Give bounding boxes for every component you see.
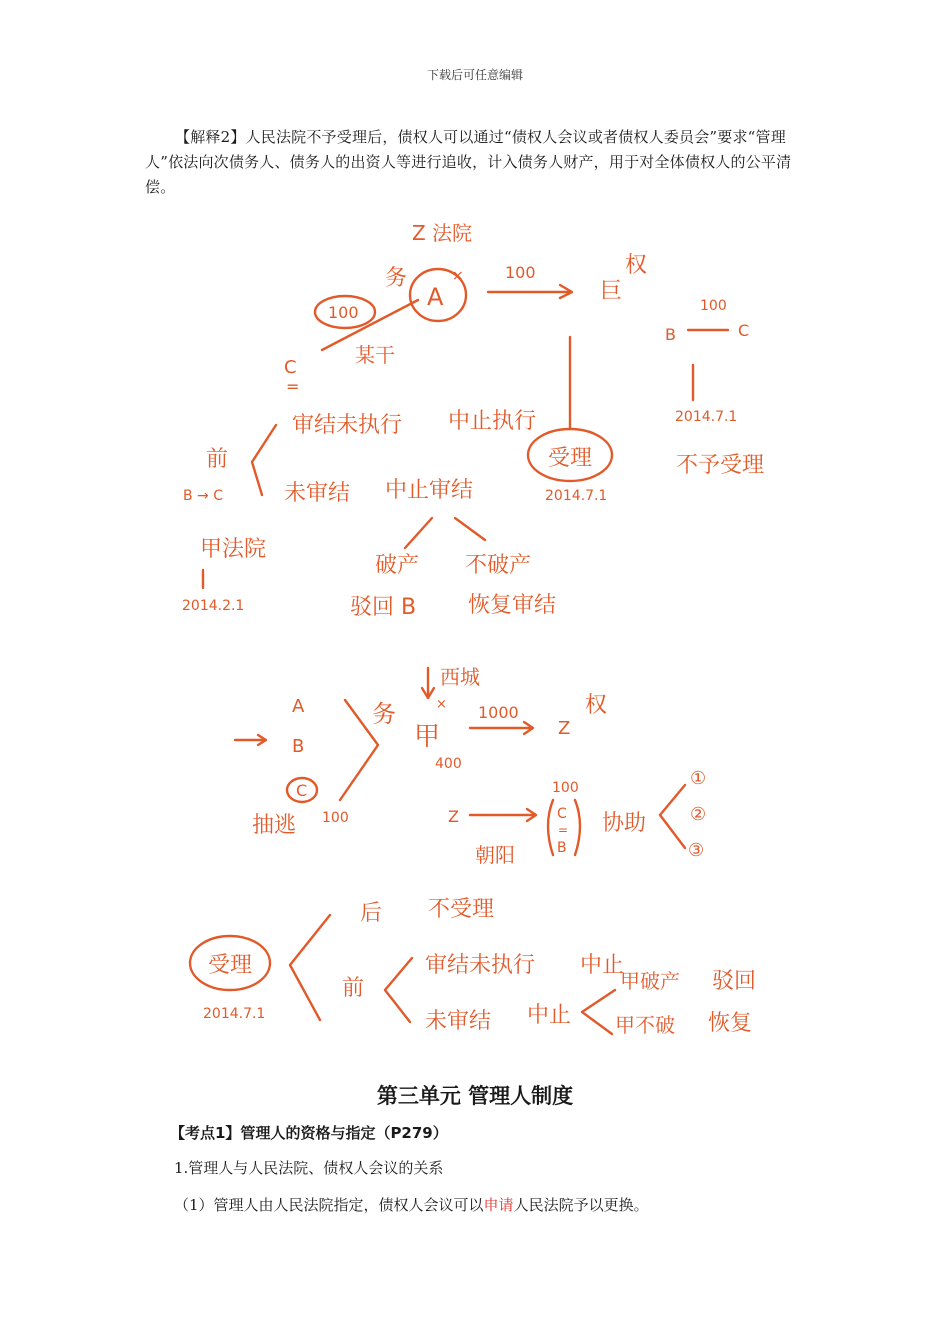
sk3-jia-bankrupt: 甲破产 <box>620 969 680 993</box>
sk3-resume: 恢复 <box>708 1011 753 1036</box>
sk2-right-label: 权 <box>585 693 608 718</box>
sk2-jia: 甲 <box>414 722 441 752</box>
sk2-cb-paren-right <box>575 800 580 855</box>
sk2-cb-eq: = <box>558 823 569 837</box>
sk1-b-arrow-c: B → C <box>183 488 224 504</box>
list-item-1: 1.管理人与人民法院、债权人会议的关系 <box>174 1159 444 1177</box>
sk2-cb-b: B <box>557 840 567 856</box>
sk1-accept: 受理 <box>548 446 593 471</box>
sk2-opt3: ③ <box>688 840 705 861</box>
sk2-b: B <box>292 736 305 757</box>
sk2-escape: 抽逃 <box>252 813 297 838</box>
sk1-right-label: 权 <box>625 253 648 278</box>
sk3-reject: 驳回 <box>712 969 757 994</box>
sk1-bankrupt: 破产 <box>375 553 420 578</box>
sk2-c: C <box>296 781 308 800</box>
sk3-brace-before <box>385 958 412 1022</box>
sk3-brace-suspend <box>582 990 615 1034</box>
sk2-west-city: 西城 <box>440 665 480 689</box>
sk3-not-accept: 不受理 <box>428 897 495 922</box>
sk3-trial-exec: 审结未执行 <box>425 953 536 978</box>
sk1-e-mark: 巨 <box>600 279 623 304</box>
sk2-cb-paren-left <box>548 800 553 855</box>
sk2-x-mark: × <box>436 697 447 712</box>
section-title: 第三单元 管理人制度 <box>376 1084 574 1108</box>
list-item-2 <box>174 1194 649 1215</box>
sk2-assist: 协助 <box>602 811 647 836</box>
sk1-date-left: 2014.2.1 <box>182 598 245 614</box>
sk3-after: 后 <box>360 901 383 926</box>
sk1-a: A <box>427 283 444 311</box>
sk3-not-tried: 未审结 <box>425 1009 492 1034</box>
sk1-x-mark: × <box>452 268 464 284</box>
sk1-resume-trial: 恢复审结 <box>468 593 557 618</box>
sk2-amount-1000: 1000 <box>478 703 519 722</box>
sk2-opt1: ① <box>690 768 707 789</box>
sk1-date-right: 2014.7.1 <box>675 409 738 425</box>
sk1-c-right: C <box>738 321 750 340</box>
sk1-jia-court: 甲法院 <box>200 537 267 562</box>
sk1-fork-left <box>405 518 432 548</box>
page-header: 下载后可任意编辑 <box>426 68 523 82</box>
sk3-suspend1: 中止 <box>580 953 625 978</box>
sk3-before: 前 <box>342 976 365 1001</box>
sk2-cb-c: C <box>557 806 567 822</box>
sk1-b: B <box>665 325 676 344</box>
sk2-chaoyang: 朝阳 <box>475 843 515 867</box>
sk1-not-tried: 未审结 <box>284 481 351 506</box>
sk1-not-bankrupt: 不破产 <box>465 553 532 578</box>
sk1-not-accept: 不予受理 <box>676 453 765 478</box>
sk3-jia-not-bankrupt: 甲不破 <box>615 1013 675 1037</box>
sk1-reject-b: 驳回 B <box>350 595 417 620</box>
sk1-bc-top: 100 <box>700 298 727 314</box>
sk1-debt-label: 务 <box>385 266 408 291</box>
sk3-brace-main <box>290 915 330 1020</box>
sk3-accept-date: 2014.7.1 <box>203 1006 266 1022</box>
kaodian-heading: 【考点1】管理人的资格与指定（P279） <box>170 1124 448 1142</box>
sk2-amount-400: 400 <box>435 756 462 772</box>
sk2-amount-100: 100 <box>322 810 349 826</box>
sk1-eq: = <box>286 377 300 396</box>
sk3-accept: 受理 <box>208 953 253 978</box>
sk1-suspend-trial: 中止审结 <box>385 478 474 503</box>
sk2-options-brace <box>660 785 685 848</box>
sk1-owe-label: 某干 <box>355 343 395 367</box>
sk2-amount-100b: 100 <box>552 780 579 796</box>
explanation-paragraph: 【解释2】人民法院不予受理后，债权人可以通过“债权人会议或者债权人委员会”要求“管理人”依法向次债务人、债务人的出资人等进行追收，计入债务人财产，用于对全体债权人的公平清偿。 <box>145 128 792 196</box>
sk1-circled-100: 100 <box>328 303 359 322</box>
list-item-2-highlight: 申请 <box>483 1196 514 1214</box>
sk2-opt2: ② <box>690 804 707 825</box>
sk1-before-brace <box>252 425 276 495</box>
sk3-suspend2: 中止 <box>527 1003 572 1028</box>
sk1-accept-date: 2014.7.1 <box>545 488 608 504</box>
sk2-z: Z <box>558 718 571 739</box>
list-item-2-post: 人民法院予以更换。 <box>513 1196 649 1214</box>
sk2-a: A <box>292 696 305 717</box>
sk1-trial-exec: 审结未执行 <box>292 413 403 438</box>
sk1-court: Z 法院 <box>412 221 473 245</box>
sk2-z-bottom: Z <box>448 807 459 826</box>
sk1-before: 前 <box>206 447 229 472</box>
sk1-fork-right <box>455 518 485 540</box>
sk1-amount-100: 100 <box>505 263 536 282</box>
list-item-2-pre: （1）管理人由人民法院指定，债权人会议可以 <box>174 1196 484 1214</box>
sk2-debt-label: 务 <box>372 700 396 728</box>
sk1-suspend-exec: 中止执行 <box>448 409 537 434</box>
sk1-c: C <box>284 357 297 378</box>
